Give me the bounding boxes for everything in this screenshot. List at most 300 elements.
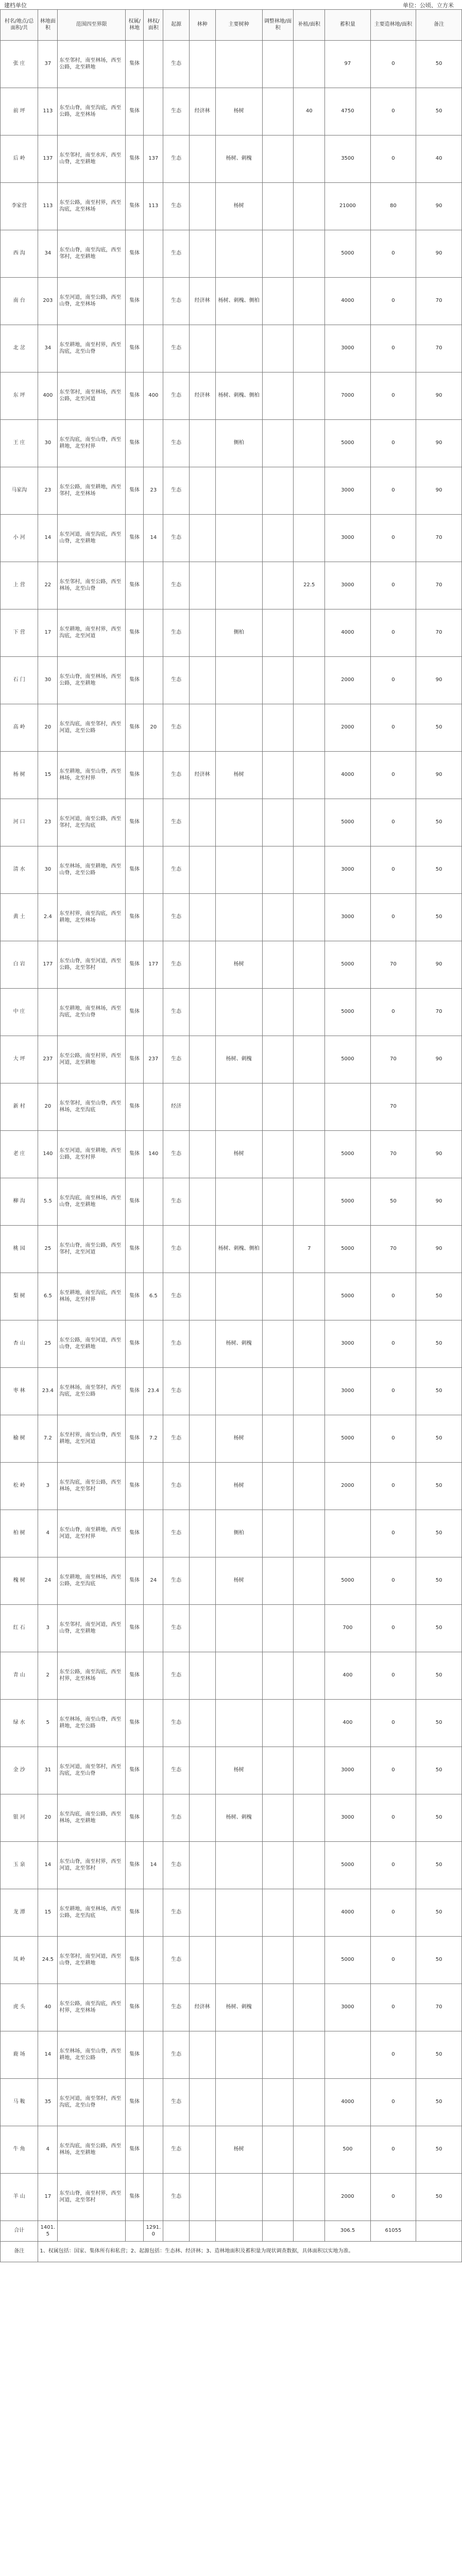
cell-code: 23.4: [38, 1368, 58, 1415]
cell-area: [144, 1889, 163, 1937]
cell-fill: [294, 2126, 325, 2174]
table-row: [1, 1368, 462, 1415]
cell-note: 70: [416, 1984, 462, 2031]
cell-stock: 3000: [325, 1747, 371, 1794]
cell-own: 集体: [125, 799, 143, 846]
cell-bounds: 东至山脊，南至沟底，西至公路，北至林场: [58, 88, 126, 135]
cell-area: 177: [144, 941, 163, 989]
cell-fill: [294, 1415, 325, 1463]
cell-plant: 0: [370, 1747, 416, 1794]
cell-code: 203: [38, 278, 58, 325]
summary-label: 合计: [1, 2221, 38, 2242]
cell-fill: [294, 2031, 325, 2079]
cell-code: 35: [38, 2079, 58, 2126]
cell-stock: 3000: [325, 515, 371, 562]
col-header: 主要树种: [215, 10, 262, 41]
cell-origin: 生态: [163, 1937, 190, 1984]
cell-bounds: 东至山脊，南至林场，西至公路，北至耕地: [58, 657, 126, 704]
cell-own: 集体: [125, 1036, 143, 1083]
cell-fill: [294, 1510, 325, 1557]
cell-note: 40: [416, 135, 462, 183]
cell-adj: [262, 1415, 294, 1463]
cell-plant: 0: [370, 846, 416, 894]
cell-fill: [294, 1273, 325, 1320]
cell-code: 3: [38, 1463, 58, 1510]
cell-origin: 生态: [163, 1605, 190, 1652]
cell-bounds: 东至公路，南至沟底，西至村界，北至林场: [58, 1984, 126, 2031]
cell-type: [189, 1889, 215, 1937]
cell-area: [144, 2031, 163, 2079]
cell-name: 桃 园: [1, 1226, 38, 1273]
table-row: [1, 1937, 462, 1984]
cell-fill: [294, 183, 325, 230]
table-row: [1, 2079, 462, 2126]
cell-name: 大 坪: [1, 1036, 38, 1083]
cell-stock: 5000: [325, 1036, 371, 1083]
cell-name: 白 岩: [1, 941, 38, 989]
cell-plant: 70: [370, 1036, 416, 1083]
cell-stock: 5000: [325, 420, 371, 467]
col-header: 林权/面积: [144, 10, 163, 41]
cell-stock: 3500: [325, 135, 371, 183]
cell-type: [189, 1178, 215, 1226]
cell-fill: [294, 1320, 325, 1368]
cell-bounds: 东至邻村，南至河道，西至山脊，北至耕地: [58, 1937, 126, 1984]
cell-own: 集体: [125, 846, 143, 894]
cell-type: 经济林: [189, 278, 215, 325]
table-row: [1, 1463, 462, 1510]
cell-adj: [262, 325, 294, 372]
cell-code: 30: [38, 846, 58, 894]
cell-origin: 生态: [163, 1889, 190, 1937]
cell-name: 龙 潭: [1, 1889, 38, 1937]
cell-note: 50: [416, 1937, 462, 1984]
cell-own: 集体: [125, 2031, 143, 2079]
cell-stock: 5000: [325, 1226, 371, 1273]
cell-type: [189, 941, 215, 989]
cell-bounds: 东至沟底，南至公路，西至林场，北至耕地: [58, 2126, 126, 2174]
cell-adj: [262, 1320, 294, 1368]
col-header: 备注: [416, 10, 462, 41]
cell-type: [189, 1131, 215, 1178]
cell-own: 集体: [125, 2126, 143, 2174]
cell-note: 70: [416, 609, 462, 657]
cell-stock: 400: [325, 1700, 371, 1747]
cell-note: 50: [416, 2031, 462, 2079]
cell-code: 113: [38, 88, 58, 135]
cell-species: 杨树、刺槐: [215, 135, 262, 183]
cell-code: 177: [38, 941, 58, 989]
cell-name: 青 山: [1, 1652, 38, 1700]
cell-name: 鹿 场: [1, 2031, 38, 2079]
cell-type: [189, 2031, 215, 2079]
cell-origin: 生态: [163, 941, 190, 989]
cell-bounds: 东至公路，南至沟底，西至村界，北至林场: [58, 1652, 126, 1700]
cell-code: 25: [38, 1226, 58, 1273]
cell-plant: 0: [370, 1557, 416, 1605]
cell-plant: 0: [370, 1368, 416, 1415]
cell-species: 杨树、刺槐、侧柏: [215, 278, 262, 325]
cell-code: 400: [38, 372, 58, 420]
cell-name: 梨 树: [1, 1273, 38, 1320]
cell-name: 东 坪: [1, 372, 38, 420]
cell-adj: [262, 1273, 294, 1320]
cell-plant: 0: [370, 1320, 416, 1368]
cell-bounds: 东至公路，南至河道，西至山脊，北至耕地: [58, 1320, 126, 1368]
cell-area: [144, 846, 163, 894]
cell-bounds: 东至河道，南至耕地，西至公路，北至村界: [58, 1131, 126, 1178]
cell-species: [215, 1889, 262, 1937]
cell-name: 下 营: [1, 609, 38, 657]
cell-origin: 生态: [163, 2174, 190, 2221]
cell-bounds: 东至村界，南至山脊，西至耕地，北至河道: [58, 1415, 126, 1463]
cell-type: [189, 1226, 215, 1273]
table-row: [1, 2031, 462, 2079]
cell-own: 集体: [125, 1937, 143, 1984]
cell-fill: [294, 372, 325, 420]
cell-fill: [294, 1463, 325, 1510]
cell-fill: [294, 1178, 325, 1226]
cell-type: [189, 657, 215, 704]
cell-area: [144, 657, 163, 704]
cell-own: 集体: [125, 1700, 143, 1747]
cell-origin: 生态: [163, 1652, 190, 1700]
cell-own: 集体: [125, 657, 143, 704]
table-row: [1, 135, 462, 183]
cell-stock: 4000: [325, 278, 371, 325]
cell-origin: 生态: [163, 1226, 190, 1273]
cell-stock: 3000: [325, 846, 371, 894]
table-row: [1, 1273, 462, 1320]
cell-note: 50: [416, 1273, 462, 1320]
cell-fill: [294, 325, 325, 372]
cell-area: [144, 1937, 163, 1984]
cell-fill: 22.5: [294, 562, 325, 609]
cell-bounds: 东至林场，南至山脊，西至耕地，北至公路: [58, 2031, 126, 2079]
cell-origin: 生态: [163, 562, 190, 609]
cell-adj: [262, 1794, 294, 1842]
cell-stock: 3000: [325, 1984, 371, 2031]
cell-origin: 生态: [163, 325, 190, 372]
summary-stock: 61055: [370, 2221, 416, 2242]
cell-fill: [294, 1889, 325, 1937]
cell-type: [189, 1557, 215, 1605]
cell-code: 25: [38, 1320, 58, 1368]
cell-stock: 5000: [325, 1557, 371, 1605]
cell-bounds: 东至林场，南至山脊，西至耕地，北至公路: [58, 1700, 126, 1747]
cell-adj: [262, 1463, 294, 1510]
table-row: [1, 2174, 462, 2221]
cell-area: [144, 325, 163, 372]
cell-adj: [262, 1557, 294, 1605]
cell-bounds: 东至沟底，南至公路，西至林场，北至邻村: [58, 1463, 126, 1510]
cell-bounds: 东至沟底，南至公路，西至林场，北至耕地: [58, 1794, 126, 1842]
cell-note: 90: [416, 1226, 462, 1273]
cell-stock: 3000: [325, 467, 371, 515]
cell-own: 集体: [125, 1842, 143, 1889]
summary-area: 1291.0: [144, 2221, 163, 2242]
cell-origin: 生态: [163, 1557, 190, 1605]
cell-name: 高 岭: [1, 704, 38, 752]
cell-own: 集体: [125, 1463, 143, 1510]
cell-species: [215, 657, 262, 704]
cell-stock: [325, 2031, 371, 2079]
cell-stock: 5000: [325, 989, 371, 1036]
cell-type: [189, 1415, 215, 1463]
cell-type: [189, 1605, 215, 1652]
cell-type: [189, 1747, 215, 1794]
cell-bounds: 东至林场，南至耕地，西至山脊，北至公路: [58, 846, 126, 894]
cell-origin: 生态: [163, 799, 190, 846]
cell-adj: [262, 420, 294, 467]
cell-note: 50: [416, 1842, 462, 1889]
cell-area: [144, 1700, 163, 1747]
cell-name: 凤 岭: [1, 1937, 38, 1984]
cell-stock: 5000: [325, 1842, 371, 1889]
table-row: [1, 325, 462, 372]
cell-type: [189, 1463, 215, 1510]
cell-plant: 0: [370, 135, 416, 183]
cell-name: 槐 树: [1, 1557, 38, 1605]
cell-note: 90: [416, 657, 462, 704]
cell-name: 前 坪: [1, 88, 38, 135]
cell-bounds: 东至耕地，南至林场，西至公路，北至沟底: [58, 1889, 126, 1937]
cell-area: [144, 420, 163, 467]
cell-area: [144, 1984, 163, 2031]
cell-species: [215, 1605, 262, 1652]
cell-plant: 0: [370, 1415, 416, 1463]
cell-species: [215, 1273, 262, 1320]
cell-plant: 0: [370, 88, 416, 135]
cell-origin: 生态: [163, 1747, 190, 1794]
cell-adj: [262, 135, 294, 183]
cell-type: [189, 846, 215, 894]
cell-stock: 2000: [325, 704, 371, 752]
cell-origin: 生态: [163, 894, 190, 941]
cell-species: [215, 325, 262, 372]
cell-fill: [294, 989, 325, 1036]
cell-origin: 生态: [163, 1842, 190, 1889]
cell-species: [215, 1083, 262, 1131]
cell-code: 20: [38, 1083, 58, 1131]
cell-species: 杨树、刺槐、侧柏: [215, 1226, 262, 1273]
cell-adj: [262, 989, 294, 1036]
cell-adj: [262, 657, 294, 704]
cell-note: 50: [416, 88, 462, 135]
cell-name: 虎 头: [1, 1984, 38, 2031]
cell-plant: 0: [370, 799, 416, 846]
cell-plant: 70: [370, 1083, 416, 1131]
cell-type: [189, 1700, 215, 1747]
cell-origin: 生态: [163, 372, 190, 420]
cell-species: [215, 1842, 262, 1889]
cell-plant: 70: [370, 1131, 416, 1178]
cell-adj: [262, 1178, 294, 1226]
cell-stock: 5000: [325, 230, 371, 278]
cell-name: 西 沟: [1, 230, 38, 278]
cell-type: [189, 562, 215, 609]
cell-origin: 生态: [163, 467, 190, 515]
cell-area: [144, 1178, 163, 1226]
cell-type: [189, 989, 215, 1036]
cell-name: 张 庄: [1, 41, 38, 88]
cell-own: 集体: [125, 1889, 143, 1937]
cell-bounds: 东至沟底，南至山脊，西至耕地，北至村界: [58, 420, 126, 467]
cell-adj: [262, 183, 294, 230]
cell-plant: 0: [370, 562, 416, 609]
cell-species: 杨树: [215, 2126, 262, 2174]
table-row: [1, 1320, 462, 1368]
cell-own: 集体: [125, 894, 143, 941]
cell-code: 14: [38, 1842, 58, 1889]
cell-name: 红 石: [1, 1605, 38, 1652]
cell-adj: [262, 515, 294, 562]
table-row: [1, 1510, 462, 1557]
cell-name: 中 庄: [1, 989, 38, 1036]
cell-code: 2: [38, 1652, 58, 1700]
cell-own: 集体: [125, 1320, 143, 1368]
cell-name: 杨 树: [1, 752, 38, 799]
cell-code: 34: [38, 325, 58, 372]
cell-species: [215, 704, 262, 752]
summary-row: [1, 2221, 462, 2242]
cell-species: [215, 467, 262, 515]
cell-note: 50: [416, 1794, 462, 1842]
cell-bounds: 东至耕地，南至林场，西至沟底，北至山脊: [58, 989, 126, 1036]
cell-code: 23: [38, 467, 58, 515]
cell-adj: [262, 894, 294, 941]
cell-stock: 5000: [325, 1415, 371, 1463]
cell-own: 集体: [125, 1226, 143, 1273]
cell-fill: [294, 846, 325, 894]
table-row: [1, 1700, 462, 1747]
cell-area: [144, 562, 163, 609]
cell-note: 50: [416, 2174, 462, 2221]
cell-name: 上 营: [1, 562, 38, 609]
cell-fill: [294, 894, 325, 941]
cell-plant: 0: [370, 2126, 416, 2174]
cell-species: 杨树: [215, 752, 262, 799]
cell-fill: [294, 278, 325, 325]
cell-code: 14: [38, 515, 58, 562]
cell-bounds: 东至公路，南至村界，西至沟底，北至林场: [58, 183, 126, 230]
cell-type: [189, 135, 215, 183]
cell-note: 50: [416, 1605, 462, 1652]
cell-stock: 4750: [325, 88, 371, 135]
cell-type: [189, 609, 215, 657]
cell-type: [189, 2174, 215, 2221]
col-header: 蓄积量: [325, 10, 371, 41]
cell-plant: 0: [370, 467, 416, 515]
cell-species: 杨树、刺槐: [215, 1794, 262, 1842]
cell-adj: [262, 2031, 294, 2079]
cell-bounds: 东至耕地，南至沟底，西至林场，北至村界: [58, 1273, 126, 1320]
cell-own: 集体: [125, 609, 143, 657]
cell-area: [144, 752, 163, 799]
cell-origin: 生态: [163, 1273, 190, 1320]
cell-type: [189, 1273, 215, 1320]
cell-note: 90: [416, 372, 462, 420]
cell-code: 24.5: [38, 1937, 58, 1984]
cell-type: 经济林: [189, 752, 215, 799]
cell-bounds: 东至耕地，南至山脊，西至林场，北至村界: [58, 752, 126, 799]
cell-name: 李家营: [1, 183, 38, 230]
cell-stock: 4000: [325, 2079, 371, 2126]
cell-plant: 0: [370, 704, 416, 752]
cell-code: 37: [38, 41, 58, 88]
cell-fill: 40: [294, 88, 325, 135]
cell-plant: 0: [370, 1463, 416, 1510]
cell-plant: 0: [370, 372, 416, 420]
cell-code: 2.4: [38, 894, 58, 941]
table-row: [1, 372, 462, 420]
cell-fill: [294, 1557, 325, 1605]
cell-code: 237: [38, 1036, 58, 1083]
cell-code: 24: [38, 1557, 58, 1605]
cell-area: [144, 2174, 163, 2221]
cell-stock: 7000: [325, 372, 371, 420]
table-row: [1, 894, 462, 941]
cell-adj: [262, 2126, 294, 2174]
cell-adj: [262, 1889, 294, 1937]
cell-species: [215, 2031, 262, 2079]
cell-code: 7.2: [38, 1415, 58, 1463]
cell-note: 50: [416, 2079, 462, 2126]
cell-origin: 生态: [163, 1984, 190, 2031]
cell-bounds: 东至邻村，南至河道，西至山脊，北至耕地: [58, 1605, 126, 1652]
cell-species: [215, 1368, 262, 1415]
cell-species: [215, 2174, 262, 2221]
cell-species: [215, 562, 262, 609]
cell-own: 集体: [125, 230, 143, 278]
cell-area: [144, 1083, 163, 1131]
cell-area: 140: [144, 1131, 163, 1178]
cell-type: [189, 467, 215, 515]
cell-adj: [262, 941, 294, 989]
cell-adj: [262, 1842, 294, 1889]
cell-stock: 2000: [325, 657, 371, 704]
cell-species: 杨树: [215, 941, 262, 989]
cell-bounds: 东至沟底，南至邻村，西至河道，北至公路: [58, 704, 126, 752]
cell-name: 黄 土: [1, 894, 38, 941]
cell-note: 90: [416, 1131, 462, 1178]
cell-bounds: 东至村界，南至沟底，西至耕地，北至林场: [58, 894, 126, 941]
cell-plant: 0: [370, 1605, 416, 1652]
cell-bounds: 东至河道，南至公路，西至邻村，北至沟底: [58, 799, 126, 846]
cell-species: 侧柏: [215, 1510, 262, 1557]
cell-stock: 3000: [325, 325, 371, 372]
cell-plant: 0: [370, 1700, 416, 1747]
cell-own: 集体: [125, 1794, 143, 1842]
cell-type: [189, 2079, 215, 2126]
table-row: [1, 989, 462, 1036]
cell-origin: 生态: [163, 420, 190, 467]
cell-origin: 生态: [163, 1131, 190, 1178]
cell-plant: 0: [370, 609, 416, 657]
cell-origin: 生态: [163, 1036, 190, 1083]
cell-name: 河 口: [1, 799, 38, 846]
cell-adj: [262, 278, 294, 325]
cell-name: 后 岭: [1, 135, 38, 183]
cell-area: [144, 2126, 163, 2174]
cell-adj: [262, 372, 294, 420]
cell-name: 柏 树: [1, 1510, 38, 1557]
cell-adj: [262, 1510, 294, 1557]
cell-bounds: 东至邻村，南至林场，西至公路，北至河道: [58, 372, 126, 420]
cell-code: 22: [38, 562, 58, 609]
cell-adj: [262, 1700, 294, 1747]
cell-plant: 70: [370, 941, 416, 989]
